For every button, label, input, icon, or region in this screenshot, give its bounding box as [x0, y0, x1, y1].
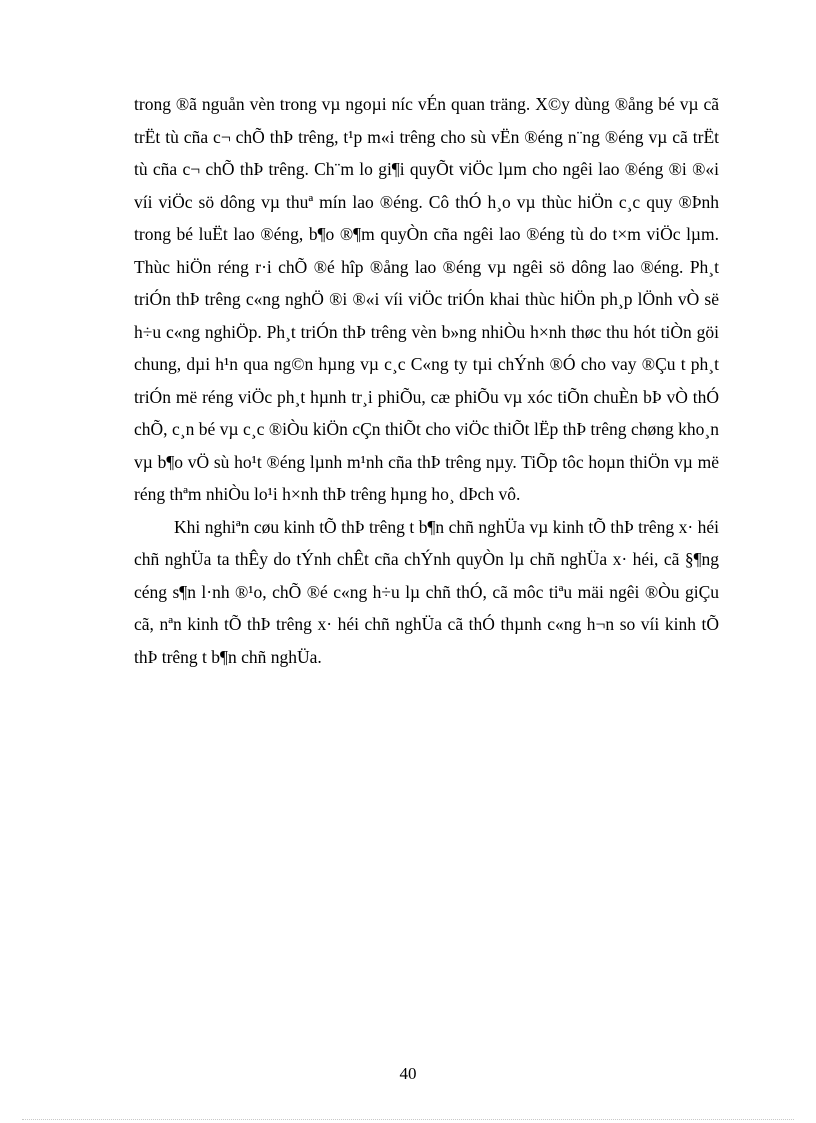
bottom-divider	[22, 1119, 794, 1120]
paragraph-1: trong ®ã nguån vèn trong vµ ngoµi níc vÉn quan träng. X©y dùng ®ång bé vµ cã trËt tù cña c¬ chÕ thÞ trêng, t¹p m«i trêng cho sù vËn ®éng n¨ng ®éng vµ cã trËt tù cña c¬ chÕ thÞ trêng. Ch¨m lo gi¶i quyÕt viÖc lµm cho ngêi lao ®éng ®i ®«i víi viÖc sö dông vµ thuª mín lao ®éng. Cô thÓ h¸o vµ thùc hiÖn c¸c quy ®Þnh trong bé luËt lao ®éng, b¶o ®¶m quyÒn cña ngêi lao ®éng tù do t×m viÖc lµm. Thùc hiÖn réng r·i chÕ ®é hîp ®ång lao ®éng vµ ngêi sö dông lao ®éng. Ph¸t triÓn thÞ trêng c«ng nghÖ ®i ®«i víi viÖc triÓn khai thùc hiÖn ph¸p lÖnh vÒ së h÷u c«ng nghiÖp. Ph¸t triÓn thÞ trêng vèn b»ng nhiÒu h×nh thøc thu hót tiÒn göi chung, dµi h¹n qua ng©n hµng vµ c¸c C«ng ty tµi chÝnh ®Ó cho vay ®Çu t ph¸t triÓn më réng viÖc ph¸t hµnh tr¸i phiÕu, cæ phiÕu vµ xóc tiÕn chuÈn bÞ vÒ thÓ chÕ, c¸n bé vµ c¸c ®iÒu kiÖn cÇn thiÕt cho viÖc thiÕt lËp thÞ trêng chøng kho¸n vµ b¶o vÖ sù ho¹t ®éng lµnh m¹nh cña thÞ trêng nµy. TiÕp tôc hoµn thiÖn vµ më réng thªm nhiÒu lo¹i h×nh thÞ trêng hµng ho¸ dÞch vô.	[134, 94, 719, 504]
body-text	[134, 88, 719, 673]
page-number: 40	[399, 1064, 417, 1083]
paragraph-2: Khi nghiªn cøu kinh tÕ thÞ trêng t b¶n chñ nghÜa vµ kinh tÕ thÞ trêng x· héi chñ nghÜa ta thÊy do tÝnh chÊt cña chÝnh quyÒn lµ chñ nghÜa x· héi, cã §¶ng céng s¶n l·nh ®¹o, chÕ ®é c«ng h÷u lµ chñ thÓ, cã môc tiªu mäi ngêi ®Òu giÇu cã, nªn kinh tÕ thÞ trêng x· héi chñ nghÜa cã thÓ thµnh c«ng h¬n so víi kinh tÕ thÞ trêng t b¶n chñ nghÜa.	[134, 516, 719, 667]
